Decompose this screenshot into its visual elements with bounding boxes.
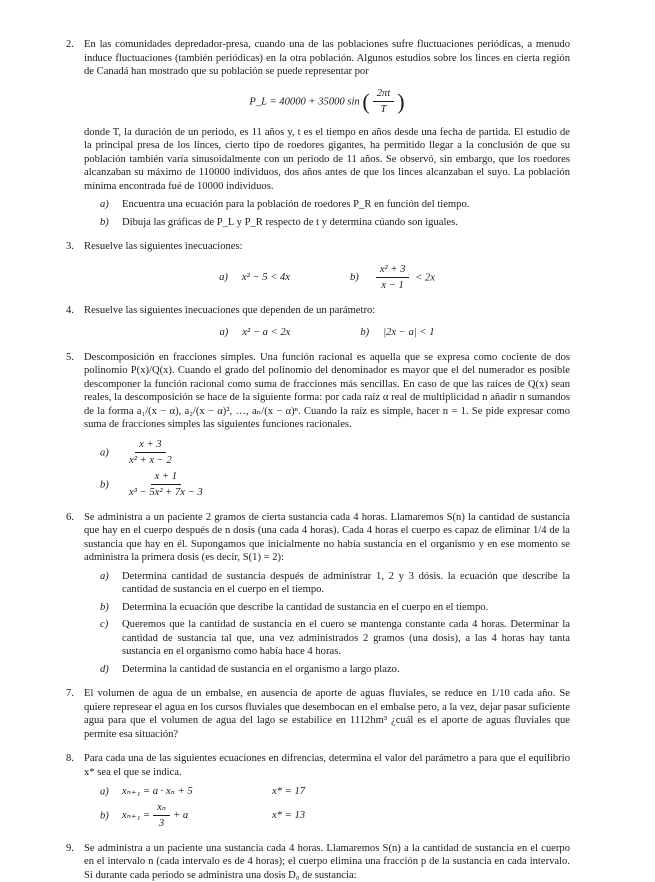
inequality-a [219, 263, 290, 293]
problem-3 [66, 240, 570, 293]
item-text: Determina cantidad de sustancia después de administrar 1, 2 y 3 dósis. la ecuación que describe la cantidad de sustancia en el cuerpo en el tiempo. [122, 571, 570, 596]
equilibrium-value: x* = 17 [272, 785, 305, 799]
inequality-b [360, 326, 434, 340]
problem-number: 2. [66, 38, 74, 52]
item-label: b) [100, 601, 109, 615]
inequality-expression: x² − 5 < 4x [242, 271, 290, 285]
problem-intro: Resuelve las siguientes inecuaciones: [84, 240, 570, 254]
problem-5 [66, 351, 570, 500]
item-label: b) [350, 271, 359, 285]
problem-intro: En las comunidades depredador-presa, cuando una de las poblaciones sufre fluctuaciones periódicas, a menudo induce fluctuaciones (también periódicas) en la otra población. Algunos estudios sobre los linces en cierta región de Canadá han mostrado que su población se puede representar por [84, 38, 570, 79]
problem-7 [66, 687, 570, 741]
item-label: a) [100, 785, 109, 799]
item-label: d) [100, 663, 109, 677]
fraction-denominator: 3 [155, 816, 168, 831]
item-label: b) [360, 326, 369, 340]
problem-number: 5. [66, 351, 74, 365]
problem-2 [66, 38, 570, 229]
problem-number: 3. [66, 240, 74, 254]
formula-fraction [373, 87, 395, 117]
item-label: a) [100, 446, 109, 460]
problem-8 [66, 752, 570, 831]
fraction-numerator: 2πt [373, 87, 395, 103]
problem-intro: Para cada una de las siguientes ecuaciones en difrencias, determina el valor del parámetro a para que el equilibrio x* sea el que se indica. [84, 752, 570, 779]
difference-equation-a [100, 785, 570, 799]
equation-lhs: xₙ₊₁ = [122, 809, 150, 823]
fraction-denominator: x − 1 [377, 278, 407, 293]
item-text: Determina la cantidad de sustancia en el organismo a largo plazo. [122, 664, 400, 675]
fraction-denominator: T [377, 102, 391, 117]
rational-function-a [100, 438, 570, 468]
rational-function-b [100, 470, 570, 500]
problem-6 [66, 511, 570, 677]
fraction-denominator: x³ − 5x² + 7x − 3 [125, 485, 207, 500]
fraction-numerator: x + 1 [151, 470, 181, 486]
lynx-population-formula: P_L = 40000 + 35000 sin ( $\frac{2\pi t}{T}$ ) [84, 87, 570, 117]
problem-intro: Resuelve las siguientes inecuaciones que dependen de un parámetro: [84, 304, 570, 318]
problem-intro: Descomposición en fracciones simples. Una función racional es aquella que se expresa como cociente de dos polinomio P(x)/Q(x). Cuando el grado del polinomio del denominador es mayor que el del numerador es posible descomponer la función racional como suma de fracciones más sencillas. En caso de que las raíces de Q(x) sean reales, la descomposición se hace de la siguiente forma: por cada raíz α real de multiplicidad n añadir n sumandos de la forma a₁/(x − α), a₂/(x − α)², …, aₙ/(x − α)ⁿ. Cuando la raíz es simple, hacer n = 1. Se pide expresar como suma de fracciones simples las siguientes funciones racionales. [84, 351, 570, 432]
inequality-a [219, 326, 290, 340]
problem-intro: Se administra a un paciente una sustancia cada 4 horas. Llamaremos S(n) a la cantidad de sustancia en el cuerpo en el intervalo n (cada intervalo es de 4 horas); el cuerpo elimina una fracción p de la sustancia en cada intervalo. Si durante cada periodo se administra una dosis D₀ de sustancia: [84, 842, 570, 882]
fraction-denominator: x² + x − 2 [125, 453, 176, 468]
rational-fraction [125, 438, 176, 468]
item-text: Dibuja las gráficas de P_L y P_R respecto de t y determina cúando son iguales. [122, 217, 458, 228]
formula-lhs: P_L = 40000 + 35000 sin [249, 96, 359, 107]
inequality-expression: |2x − a| < 1 [383, 326, 434, 340]
item-text: Encuentra una ecuación para la población de roedores P_R en función del tiempo. [122, 199, 469, 210]
inequality-rhs: < 2x [415, 272, 435, 283]
problem-intro: Se administra a un paciente 2 gramos de cierta sustancia cada 4 horas. Llamaremos S(n) la cantidad de sustancia que hay en el cuerpo después de n dosis (una cada 4 horas). Cada 4 horas el cuerpo es capaz de eliminar 1/4 de la sustancia que hay en él. Supongamos que inicialmente no había sustancia en el organismo y en ese momento se administra la primera dosis (es decir, S(1) = 2): [84, 511, 570, 565]
subitem-a [100, 570, 570, 597]
subitem-c [100, 618, 570, 659]
problem-number: 6. [66, 511, 74, 525]
equation-expression: xₙ₊₁ = a · xₙ + 5 [122, 785, 232, 799]
inequality-fraction [376, 263, 410, 293]
difference-equation-b [100, 801, 570, 831]
rational-fraction [125, 470, 207, 500]
equation-fraction [153, 801, 170, 831]
inequality-expression: x² − a < 2x [242, 326, 290, 340]
problem-intro: El volumen de agua de un embalse, en ausencia de aporte de aguas fluviales, se reduce en 1/10 cada año. Se quiere represear el agua en los cursos fluviales que desembocan en el embalse pero, a la vez, dejar pasar suficiente agua para que el volumen de agua del lago se estabilice en 1112hm³ ¿cuál es el aporte de aguas fluviales que permite esa situación? [84, 687, 570, 741]
equation-rhs: + a [173, 809, 188, 823]
item-label: b) [100, 216, 109, 230]
item-label: a) [100, 570, 109, 584]
problem-number: 9. [66, 842, 74, 856]
item-label: a) [219, 271, 228, 285]
inequality-b [350, 263, 435, 293]
problem-4 [66, 304, 570, 340]
item-label: a) [100, 198, 109, 212]
item-label: a) [219, 326, 228, 340]
item-label: b) [100, 478, 109, 492]
item-text: Determina la ecuación que describe la cantidad de sustancia en el cuerpo en el tiempo. [122, 602, 488, 613]
problem-body: donde T, la duración de un periodo, es 11 años y, t es el tiempo en años desde una fecha de partida. El estudio de la principal presa de los linces, cierto tipo de roedores gigantes, ha permitido llegar a la conclusión de que su población también varía sinusoidalmente con un periodo de 11 años. Se observó, sin embargo, que los roedores alcanzaban su máximo de 110000 individuos, dos años antes de que los linces alcanzaban el suyo. La población mínima encontrada fué de 10000 individuos. [84, 126, 570, 194]
problem-number: 8. [66, 752, 74, 766]
problem-number: 4. [66, 304, 74, 318]
fraction-numerator: x² + 3 [376, 263, 410, 279]
item-label: b) [100, 809, 109, 823]
equilibrium-value: x* = 13 [272, 809, 305, 823]
item-text: Queremos que la cantidad de sustancia en el cuero se mantenga constante cada 4 horas. Determinar la cantidad de sustancia tal que, una vez administrados 2 gramos (una dosis), a las 4 horas hay tanta sustancia en el organismo como había hace 4 horas. [122, 619, 570, 657]
subitem-b [100, 601, 570, 615]
subitem-d [100, 663, 570, 677]
problem-number: 7. [66, 687, 74, 701]
item-label: c) [100, 618, 108, 632]
subitem-b [100, 216, 570, 230]
fraction-numerator: xₙ [153, 801, 170, 817]
fraction-numerator: x + 3 [135, 438, 165, 454]
subitem-a [100, 198, 570, 212]
